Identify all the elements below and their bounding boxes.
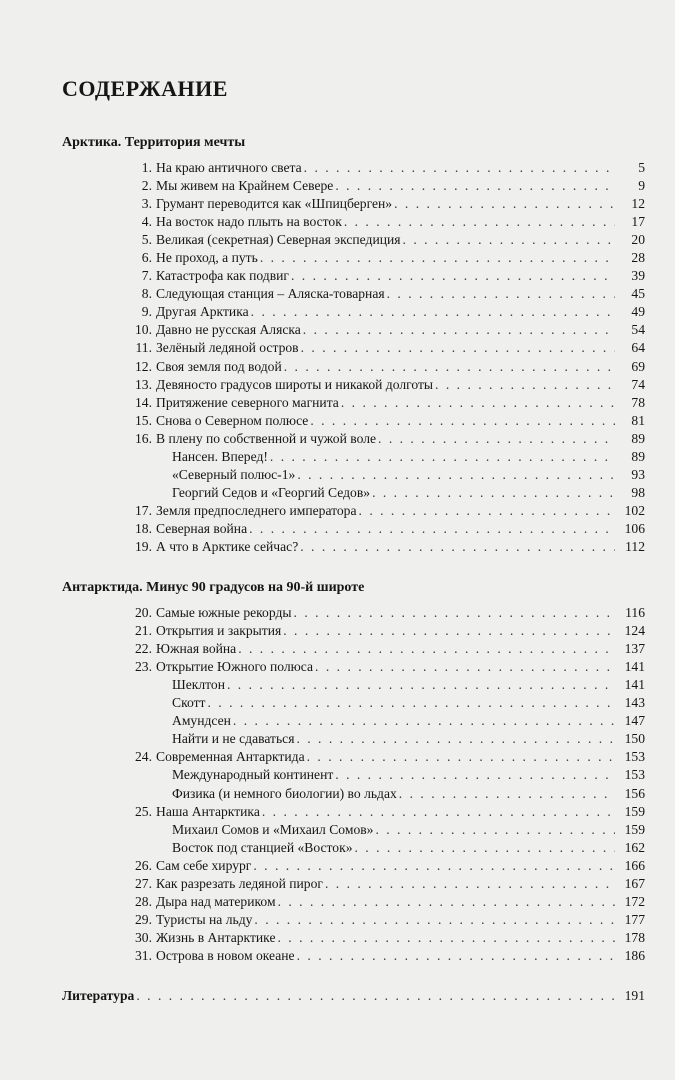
toc-entry[interactable] (0, 159, 675, 177)
entry-number: 6. (141, 250, 152, 266)
entry-label (156, 875, 645, 893)
entry-label (156, 321, 645, 339)
entry-number: 27. (135, 875, 152, 891)
section-header (0, 133, 675, 159)
dot-leader (355, 839, 616, 857)
entry-label (156, 177, 645, 195)
toc-entry[interactable] (0, 893, 675, 911)
toc-entry[interactable] (0, 267, 675, 285)
entry-title: Скотт (172, 695, 206, 711)
entry-title: Георгий Седов и «Георгий Седов» (172, 484, 371, 500)
entry-page: 150 (624, 731, 645, 747)
literature-page: 191 (624, 987, 645, 1003)
dot-leader (260, 249, 615, 267)
entry-page: 5 (638, 160, 645, 175)
entry-page: 20 (631, 232, 645, 248)
entry-title: Притяжение северного магнита (156, 394, 339, 410)
entry-number: 17. (135, 502, 152, 518)
entry-page: 159 (624, 803, 645, 819)
toc-entry[interactable] (0, 748, 675, 766)
entry-page: 9 (638, 178, 645, 194)
entry-number: 20. (135, 605, 152, 621)
entry-number: 29. (135, 911, 152, 927)
entry-page: 153 (624, 767, 645, 783)
entry-label (172, 821, 645, 839)
dot-leader (296, 730, 615, 748)
entry-title: Амундсен (172, 713, 231, 729)
entry-number: 11. (135, 340, 152, 356)
entry-page: 186 (624, 947, 645, 963)
entry-title: В плену по собственной и чужой воле (156, 430, 377, 446)
entry-title: Дыра над материком (156, 893, 276, 909)
entry-label (172, 676, 645, 694)
toc-subentry[interactable] (0, 785, 675, 803)
entry-label (156, 195, 645, 213)
toc-entry[interactable] (0, 231, 675, 249)
toc-entry[interactable] (0, 213, 675, 231)
entry-label (172, 785, 645, 803)
dot-leader (291, 267, 615, 285)
entry-page: 28 (631, 250, 645, 266)
dot-leader (238, 640, 615, 658)
toc-subentry[interactable] (0, 694, 675, 712)
dot-leader (300, 538, 615, 556)
section-header (0, 578, 675, 604)
entry-label (156, 893, 645, 911)
entry-page: 93 (631, 466, 645, 482)
toc-entry[interactable] (0, 875, 675, 893)
dot-leader (297, 466, 615, 484)
entry-label (172, 766, 645, 784)
toc-subentry[interactable] (0, 730, 675, 748)
entry-page: 153 (624, 749, 645, 765)
entry-number: 14. (135, 394, 152, 410)
toc-subentry[interactable] (0, 712, 675, 730)
entry-number: 30. (135, 929, 152, 945)
dot-leader (315, 658, 615, 676)
entry-label (156, 339, 645, 357)
dot-leader (303, 321, 615, 339)
entry-label (156, 376, 645, 394)
dot-leader (310, 412, 615, 430)
entry-label (156, 213, 645, 231)
entry-label (172, 484, 645, 502)
entry-title: Зелёный ледяной остров (156, 340, 299, 356)
entry-number: 23. (135, 659, 152, 675)
section-gap (0, 556, 675, 578)
entry-page: 89 (631, 448, 645, 464)
entry-title: Современная Антарктида (156, 749, 305, 765)
entry-title: Своя земля под водой (156, 358, 282, 374)
toc-entry[interactable] (0, 911, 675, 929)
entry-page: 177 (624, 911, 645, 927)
entry-label (172, 839, 645, 857)
entry-page: 143 (624, 695, 645, 711)
entry-title: Острова в новом океане (156, 947, 295, 963)
toc-literature[interactable] (0, 987, 675, 1005)
entry-label (156, 538, 645, 556)
dot-leader (399, 785, 615, 803)
entry-label (172, 730, 645, 748)
entry-number: 26. (135, 857, 152, 873)
dot-leader (341, 394, 615, 412)
entry-title: Физика (и немного биологии) во льдах (172, 785, 397, 801)
entry-label (156, 267, 645, 285)
toc-entry[interactable] (0, 177, 675, 195)
entry-title: Великая (секретная) Северная экспедиция (156, 232, 401, 248)
entry-title: Следующая станция – Аляска-товарная (156, 286, 385, 302)
toc-entry[interactable] (0, 622, 675, 640)
entry-title: Шеклтон (172, 677, 225, 693)
entry-title: Михаил Сомов и «Михаил Сомов» (172, 821, 374, 837)
entry-label (156, 748, 645, 766)
entry-page: 39 (631, 268, 645, 284)
entry-title: Северная война (156, 520, 248, 536)
toc-subentry[interactable] (0, 484, 675, 502)
toc-entry[interactable] (0, 339, 675, 357)
entry-label (156, 947, 645, 965)
entry-number: 4. (141, 214, 152, 230)
entry-page: 141 (624, 659, 645, 675)
entry-title: Сам себе хирург (156, 857, 252, 873)
entry-title: Не проход, а путь (156, 250, 258, 266)
toc-entry[interactable] (0, 803, 675, 821)
dot-leader (344, 213, 615, 231)
entry-title: Восток под станцией «Восток» (172, 839, 353, 855)
entry-page: 45 (631, 286, 645, 302)
entry-page: 64 (631, 340, 645, 356)
entry-title: Катастрофа как подвиг (156, 268, 289, 284)
entry-page: 102 (624, 502, 645, 518)
dot-leader (403, 231, 615, 249)
entry-label (156, 303, 645, 321)
entry-page: 172 (624, 893, 645, 909)
entry-label (156, 502, 645, 520)
entry-number: 2. (141, 178, 152, 194)
entry-label (156, 285, 645, 303)
entry-title: Международный континент (172, 767, 334, 783)
dot-leader (301, 339, 615, 357)
entry-label (156, 430, 645, 448)
dot-leader (307, 748, 615, 766)
dot-leader (251, 303, 615, 321)
entry-page: 17 (631, 214, 645, 230)
entry-number: 25. (135, 803, 152, 819)
entry-number: 9. (141, 304, 152, 320)
entry-page: 98 (631, 484, 645, 500)
entry-number: 16. (135, 430, 152, 446)
toc-entry[interactable] (0, 929, 675, 947)
entry-label (172, 448, 645, 466)
entry-title: Южная война (156, 641, 237, 657)
entry-page: 116 (625, 605, 645, 621)
literature-title: Литература (62, 987, 135, 1003)
toc-subentry[interactable] (0, 676, 675, 694)
entry-title: Нансен. Вперед! (172, 448, 268, 464)
toc-entry[interactable] (0, 303, 675, 321)
entry-number: 13. (135, 376, 152, 392)
entry-number: 31. (135, 947, 152, 963)
entry-number: 10. (135, 322, 152, 338)
toc-entry[interactable] (0, 358, 675, 376)
entry-page: 12 (631, 196, 645, 212)
dot-leader (270, 448, 615, 466)
toc-entry[interactable] (0, 538, 675, 556)
entry-title: Наша Антарктика (156, 803, 260, 819)
entry-page: 147 (624, 713, 645, 729)
section-heading: Арктика. Территория мечты (62, 135, 246, 150)
dot-leader (207, 694, 615, 712)
entry-title: Другая Арктика (156, 304, 249, 320)
entry-page: 162 (624, 839, 645, 855)
entry-label (62, 987, 645, 1005)
entry-title: Жизнь в Антарктике (156, 929, 276, 945)
toc-subentry[interactable] (0, 821, 675, 839)
entry-page: 159 (624, 821, 645, 837)
dot-leader (387, 285, 615, 303)
entry-number: 28. (135, 893, 152, 909)
entry-number: 24. (135, 749, 152, 765)
toc-entry[interactable] (0, 520, 675, 538)
page-title: СОДЕРЖАНИЕ (62, 76, 228, 101)
entry-title: А что в Арктике сейчас? (156, 538, 299, 554)
section-gap (0, 965, 675, 987)
toc-entry[interactable] (0, 249, 675, 267)
entry-number: 5. (141, 232, 152, 248)
dot-leader (335, 177, 615, 195)
entry-page: 124 (624, 623, 645, 639)
entry-label (156, 857, 645, 875)
entry-label (172, 694, 645, 712)
entry-page: 112 (625, 538, 645, 554)
dot-leader (227, 676, 615, 694)
entry-label (172, 712, 645, 730)
entry-title: Как разрезать ледяной пирог (156, 875, 323, 891)
entry-label (156, 358, 645, 376)
entry-label (156, 604, 645, 622)
toc-entry[interactable] (0, 430, 675, 448)
dot-leader (394, 195, 615, 213)
entry-number: 19. (135, 538, 152, 554)
entry-number: 1. (141, 160, 152, 175)
entry-label (172, 466, 645, 484)
entry-page: 74 (631, 376, 645, 392)
entry-number: 22. (135, 641, 152, 657)
entry-label (156, 911, 645, 929)
dot-leader (278, 893, 615, 911)
entry-label (156, 412, 645, 430)
dot-leader (136, 987, 615, 1005)
dot-leader (294, 604, 615, 622)
toc-entry[interactable] (0, 376, 675, 394)
entry-title: Найти и не сдаваться (172, 731, 295, 747)
entry-page: 49 (631, 304, 645, 320)
dot-leader (262, 803, 615, 821)
entry-label (156, 520, 645, 538)
entry-title: Открытие Южного полюса (156, 659, 314, 675)
toc-subentry[interactable] (0, 839, 675, 857)
dot-leader (284, 358, 615, 376)
entry-label (156, 231, 645, 249)
entry-page: 137 (624, 641, 645, 657)
entry-page: 89 (631, 430, 645, 446)
entry-label (156, 929, 645, 947)
entry-number: 7. (141, 268, 152, 284)
dot-leader (254, 911, 615, 929)
toc-entry[interactable] (0, 857, 675, 875)
toc-entry[interactable] (0, 502, 675, 520)
entry-title: На краю античного света (156, 160, 302, 175)
entry-label (156, 622, 645, 640)
toc-subentry[interactable] (0, 766, 675, 784)
toc-entry[interactable] (0, 195, 675, 213)
table-of-contents (0, 133, 675, 1005)
entry-title: Грумант переводится как «Шпицберген» (156, 196, 393, 212)
dot-leader (249, 520, 615, 538)
toc-subentry[interactable] (0, 448, 675, 466)
toc-entry[interactable] (0, 658, 675, 676)
dot-leader (335, 766, 615, 784)
entry-number: 8. (141, 286, 152, 302)
entry-title: На восток надо плыть на восток (156, 214, 342, 230)
entry-page: 156 (624, 785, 645, 801)
toc-entry[interactable] (0, 947, 675, 965)
section-heading: Антарктида. Минус 90 градусов на 90-й широте (62, 580, 365, 596)
entry-title: Туристы на льду (156, 911, 253, 927)
toc-entry[interactable] (0, 412, 675, 430)
entry-page: 81 (631, 412, 645, 428)
entry-title: Земля предпоследнего императора (156, 502, 357, 518)
entry-title: Самые южные рекорды (156, 605, 292, 621)
entry-page: 106 (624, 520, 645, 536)
entry-label (156, 159, 645, 177)
dot-leader (297, 947, 615, 965)
dot-leader (283, 622, 615, 640)
entry-number: 12. (135, 358, 152, 374)
entry-title: Девяносто градусов широты и никакой долготы (156, 376, 434, 392)
dot-leader (304, 159, 615, 177)
entry-number: 18. (135, 520, 152, 536)
entry-page: 54 (631, 322, 645, 338)
entry-page: 166 (624, 857, 645, 873)
dot-leader (435, 376, 615, 394)
entry-page: 141 (624, 677, 645, 693)
toc-subentry[interactable] (0, 466, 675, 484)
entry-title: Мы живем на Крайнем Севере (156, 178, 334, 194)
entry-title: Открытия и закрытия (156, 623, 282, 639)
entry-number: 21. (135, 623, 152, 639)
entry-title: Давно не русская Аляска (156, 322, 301, 338)
dot-leader (375, 821, 615, 839)
dot-leader (253, 857, 615, 875)
toc-entry[interactable] (0, 604, 675, 622)
entry-number: 3. (141, 196, 152, 212)
toc-entry[interactable] (0, 285, 675, 303)
toc-entry[interactable] (0, 394, 675, 412)
entry-title: «Северный полюс-1» (172, 466, 296, 482)
entry-title: Снова о Северном полюсе (156, 412, 309, 428)
toc-entry[interactable] (0, 640, 675, 658)
entry-number: 15. (135, 412, 152, 428)
entry-page: 78 (631, 394, 645, 410)
entry-label (156, 640, 645, 658)
dot-leader (233, 712, 615, 730)
entry-label (156, 249, 645, 267)
dot-leader (372, 484, 615, 502)
dot-leader (359, 502, 615, 520)
entry-page: 167 (624, 875, 645, 891)
entry-page: 69 (631, 358, 645, 374)
dot-leader (378, 430, 615, 448)
dot-leader (277, 929, 615, 947)
entry-label (156, 394, 645, 412)
entry-label (156, 803, 645, 821)
entry-label (156, 658, 645, 676)
toc-entry[interactable] (0, 321, 675, 339)
dot-leader (325, 875, 615, 893)
entry-page: 178 (624, 929, 645, 945)
